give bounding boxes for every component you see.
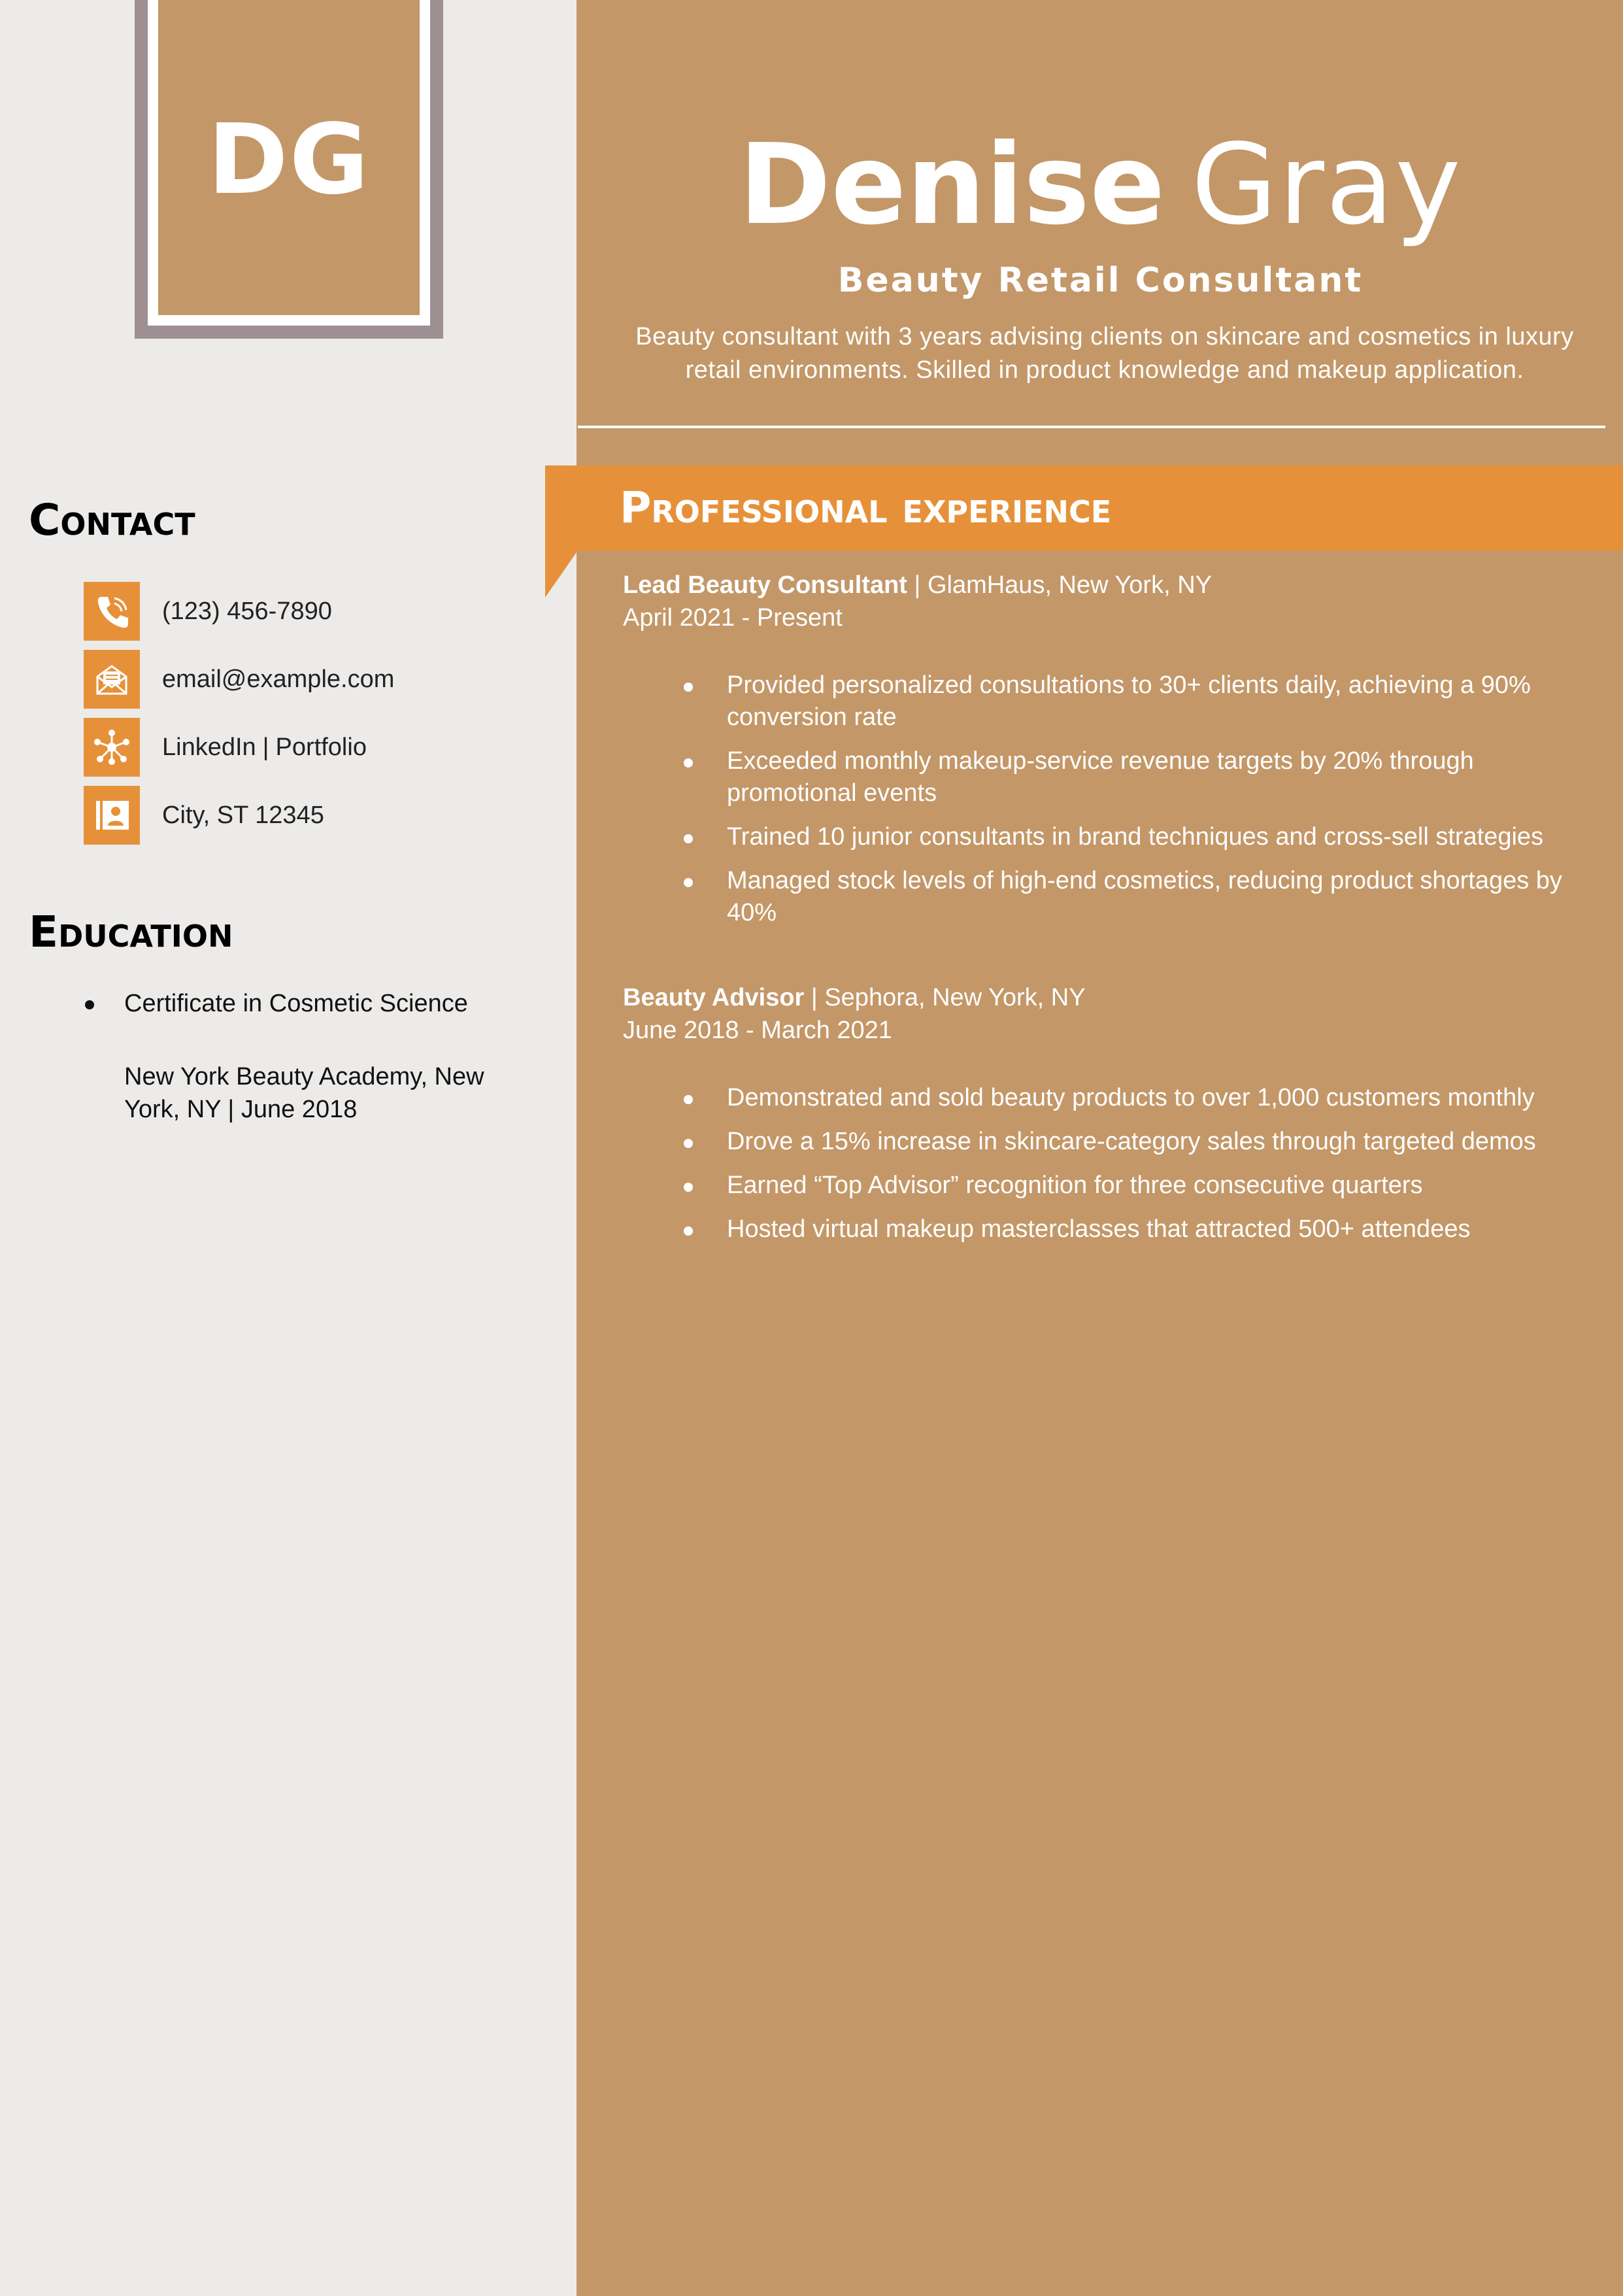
- monogram: DG: [207, 103, 371, 216]
- education-list: [84, 987, 528, 1126]
- header-divider: [578, 426, 1605, 428]
- first-name: Denise: [739, 120, 1165, 250]
- contact-heading: Contact: [29, 495, 195, 545]
- envelope-icon: [84, 650, 140, 709]
- education-degree: Certificate in Cosmetic Science: [124, 990, 468, 1017]
- banner-fold: [545, 550, 578, 598]
- address-card-icon: [84, 786, 140, 845]
- email-address: email@example.com: [162, 666, 395, 693]
- monogram-frame: [135, 0, 443, 339]
- job-role: Beauty Advisor: [623, 984, 805, 1011]
- phone-icon: [84, 582, 140, 641]
- list-item: Demonstrated and sold beauty products to over 1,000 customers monthly: [680, 1082, 1595, 1114]
- list-item: Trained 10 junior consultants in brand techniques and cross-sell strategies: [680, 821, 1595, 853]
- job-bullets: [680, 1082, 1595, 1257]
- last-name: Gray: [1191, 120, 1462, 250]
- list-item: Exceeded monthly makeup-service revenue targets by 20% through promotional events: [680, 745, 1595, 809]
- phone-number: (123) 456-7890: [162, 598, 332, 625]
- list-item: Earned “Top Advisor” recognition for three consecutive quarters: [680, 1170, 1595, 1202]
- linkedin-link[interactable]: LinkedIn: [162, 734, 256, 761]
- list-item: Provided personalized consultations to 30+ clients daily, achieving a 90% conversion rate: [680, 669, 1595, 734]
- list-item: Managed stock levels of high-end cosmetics, reducing product shortages by 40%: [680, 865, 1595, 929]
- address: City, ST 12345: [162, 802, 324, 829]
- summary: Beauty consultant with 3 years advising clients on skincare and cosmetics in luxury retail environments. Skilled in product knowledge and makeup application.: [635, 323, 1574, 384]
- job-role: Lead Beauty Consultant: [623, 571, 907, 599]
- network-icon: [84, 718, 140, 777]
- education-heading: Education: [29, 907, 233, 957]
- job-dates: April 2021 - Present: [623, 604, 843, 632]
- list-item: Hosted virtual makeup masterclasses that attracted 500+ attendees: [680, 1213, 1595, 1245]
- candidate-name: [578, 120, 1623, 250]
- list-item: Drove a 15% increase in skincare-category sales through targeted demos: [680, 1126, 1595, 1158]
- job-header: [623, 569, 1212, 601]
- experience-heading: Professional experience: [620, 482, 1112, 533]
- job-title: Beauty Retail Consultant: [837, 261, 1364, 300]
- job-header: [623, 981, 1086, 1014]
- sidebar: [0, 0, 578, 2296]
- education-school: New York Beauty Academy, New York, NY | June 2018: [124, 1063, 484, 1123]
- education-item: [84, 987, 528, 1126]
- link-separator: |: [262, 734, 269, 761]
- job-company: | Sephora, New York, NY: [804, 984, 1086, 1011]
- job-dates: June 2018 - March 2021: [623, 1017, 892, 1044]
- job-company: | GlamHaus, New York, NY: [907, 571, 1212, 599]
- portfolio-link[interactable]: Portfolio: [275, 734, 367, 761]
- job-bullets: [680, 669, 1595, 941]
